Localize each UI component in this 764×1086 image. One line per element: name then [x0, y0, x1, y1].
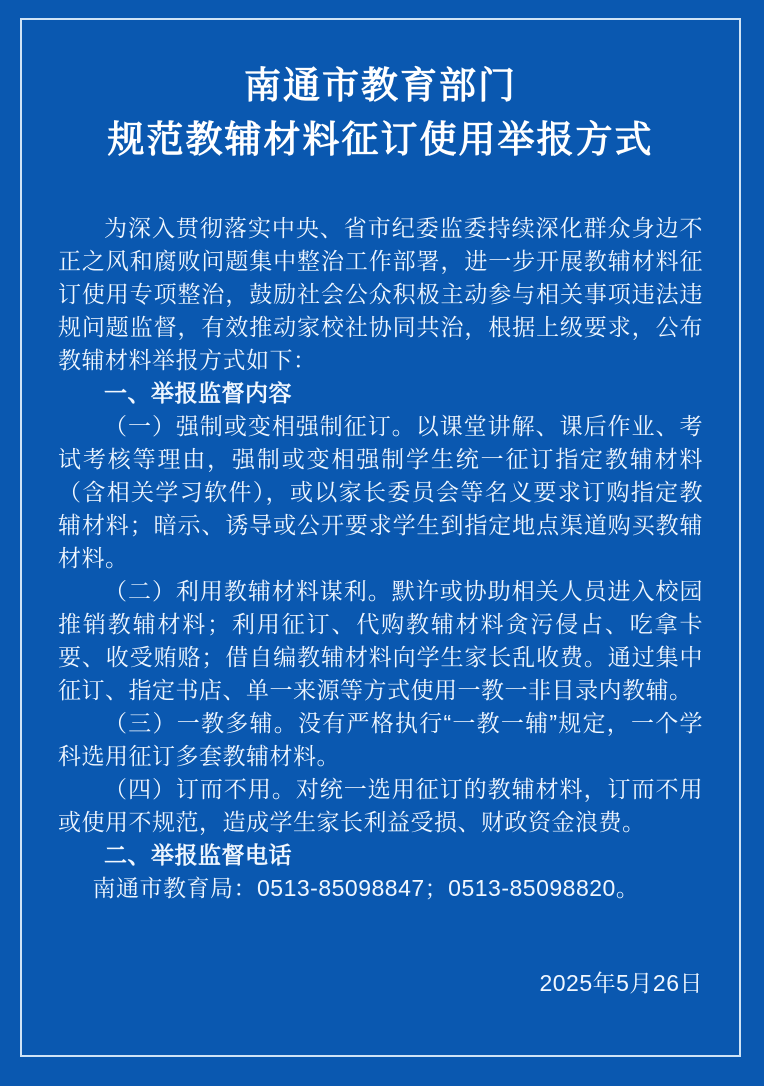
border-frame: [20, 18, 741, 1057]
report-item-1: （一）强制或变相强制征订。以课堂讲解、课后作业、考试考核等理由，强制或变相强制学生统一征订指定教辅材料（含相关学习软件），或以家长委员会等名义要求订购指定教辅材料；暗示、诱导或公开要求学生到指定地点渠道购买教辅材料。: [58, 413, 703, 571]
notice-body: [58, 212, 703, 1000]
notice-title: [58, 60, 703, 168]
section1-heading: 一、举报监督内容: [104, 380, 292, 406]
intro-paragraph: 为深入贯彻落实中央、省市纪委监委持续深化群众身边不正之风和腐败问题集中整治工作部署，进一步开展教辅材料征订使用专项整治，鼓励社会公众积极主动参与相关事项违法违规问题监督，有效推动家校社协同共治，根据上级要求，公布教辅材料举报方式如下：: [58, 215, 703, 373]
report-item-4: （四）订而不用。对统一选用征订的教辅材料，订而不用或使用不规范，造成学生家长利益受损、财政资金浪费。: [58, 776, 703, 835]
notice-title-line2: 规范教辅材料征订使用举报方式: [107, 120, 654, 161]
date-line: 2025年5月26日: [539, 970, 703, 996]
report-item-3: （三）一教多辅。没有严格执行“一教一辅”规定，一个学科选用征订多套教辅材料。: [58, 710, 703, 769]
report-item-2: （二）利用教辅材料谋利。默许或协助相关人员进入校园推销教辅材料；利用征订、代购教辅材料贪污侵占、吃拿卡要、收受贿赂；借自编教辅材料向学生家长乱收费。通过集中征订、指定书店、单一来源等方式使用一教一非目录内教辅。: [58, 578, 703, 703]
hotline-line: 南通市教育局：0513-85098847；0513-85098820。: [92, 875, 640, 901]
section2-heading: 二、举报监督电话: [104, 842, 292, 868]
notice-title-line1: 南通市教育部门: [244, 66, 517, 107]
